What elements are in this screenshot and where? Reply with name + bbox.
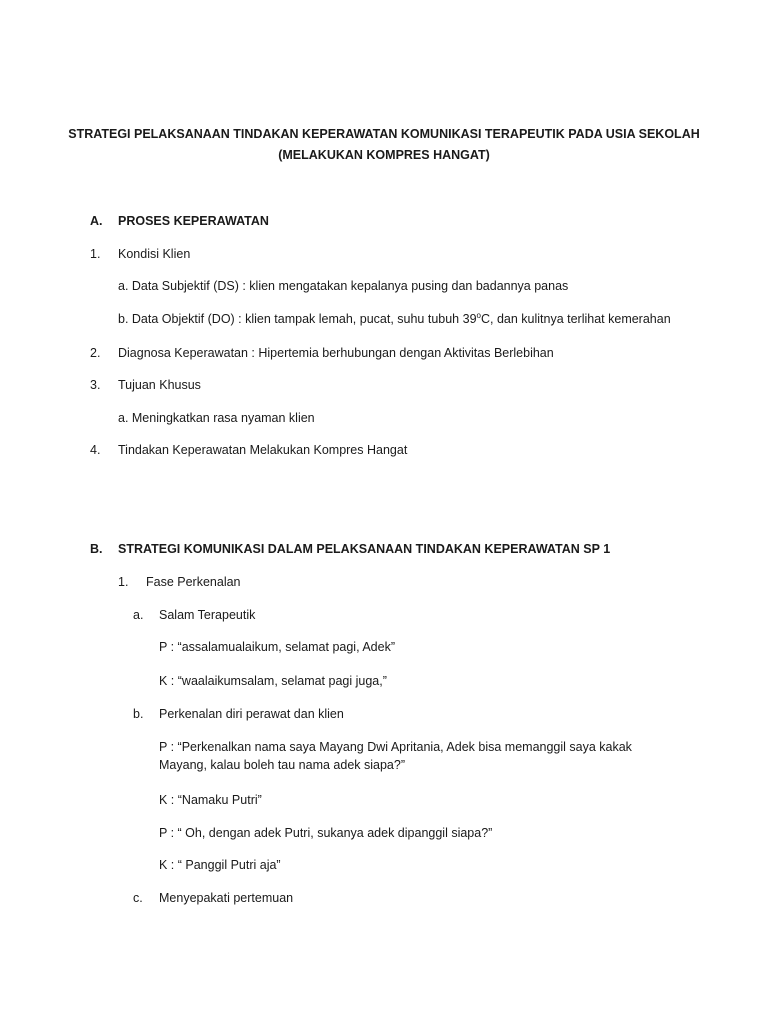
list-letter: a.	[133, 608, 144, 622]
tindakan-keperawatan: Tindakan Keperawatan Melakukan Kompres Hangat	[118, 443, 408, 457]
degree-superscript: o	[476, 310, 481, 320]
doc-title-line2: (MELAKUKAN KOMPRES HANGAT)	[278, 148, 490, 162]
dialog-line: P : “assalamualaikum, selamat pagi, Adek”	[159, 640, 395, 654]
dialog-line: Mayang, kalau boleh tau nama adek siapa?”	[159, 758, 405, 772]
menyepakati-pertemuan: Menyepakati pertemuan	[159, 891, 294, 905]
data-objektif-text: b. Data Objektif (DO) : klien tampak lemah, pucat, suhu tubuh 39	[118, 312, 477, 326]
section-b-marker: B.	[90, 542, 103, 556]
section-a-heading: PROSES KEPERAWATAN	[118, 214, 269, 228]
dialog-line: K : “ Panggil Putri aja”	[159, 858, 281, 872]
list-letter: b.	[133, 707, 144, 721]
section-a-marker: A.	[90, 214, 103, 228]
dialog-line: P : “ Oh, dengan adek Putri, sukanya adek dipanggil siapa?”	[159, 826, 493, 840]
dialog-line: P : “Perkenalkan nama saya Mayang Dwi Apritania, Adek bisa memanggil saya kakak	[159, 740, 632, 754]
tujuan-a: a. Meningkatkan rasa nyaman klien	[118, 411, 315, 425]
dialog-line: K : “Namaku Putri”	[159, 793, 262, 807]
tujuan-khusus: Tujuan Khusus	[118, 378, 201, 392]
doc-title-line1: STRATEGI PELAKSANAAN TINDAKAN KEPERAWATAN KOMUNIKASI TERAPEUTIK PADA USIA SEKOLAH	[68, 127, 700, 141]
section-b-heading: STRATEGI KOMUNIKASI DALAM PELAKSANAAN TINDAKAN KEPERAWATAN SP 1	[118, 542, 611, 556]
list-number: 3.	[90, 378, 101, 392]
data-objektif	[118, 311, 671, 327]
list-number: 1.	[90, 247, 101, 261]
list-letter: c.	[133, 891, 143, 905]
kondisi-klien: Kondisi Klien	[118, 247, 191, 261]
diagnosa-keperawatan: Diagnosa Keperawatan : Hipertemia berhubungan dengan Aktivitas Berlebihan	[118, 346, 554, 360]
data-subjektif: a. Data Subjektif (DS) : klien mengatakan kepalanya pusing dan badannya panas	[118, 279, 569, 293]
dialog-line: K : “waalaikumsalam, selamat pagi juga,”	[159, 674, 387, 688]
perkenalan-diri: Perkenalan diri perawat dan klien	[159, 707, 344, 721]
salam-terapeutik: Salam Terapeutik	[159, 608, 256, 622]
data-objektif-text-end: C, dan kulitnya terlihat kemerahan	[480, 312, 671, 326]
list-number: 1.	[118, 575, 129, 589]
list-number: 2.	[90, 346, 101, 360]
list-number: 4.	[90, 443, 101, 457]
fase-perkenalan: Fase Perkenalan	[146, 575, 241, 589]
